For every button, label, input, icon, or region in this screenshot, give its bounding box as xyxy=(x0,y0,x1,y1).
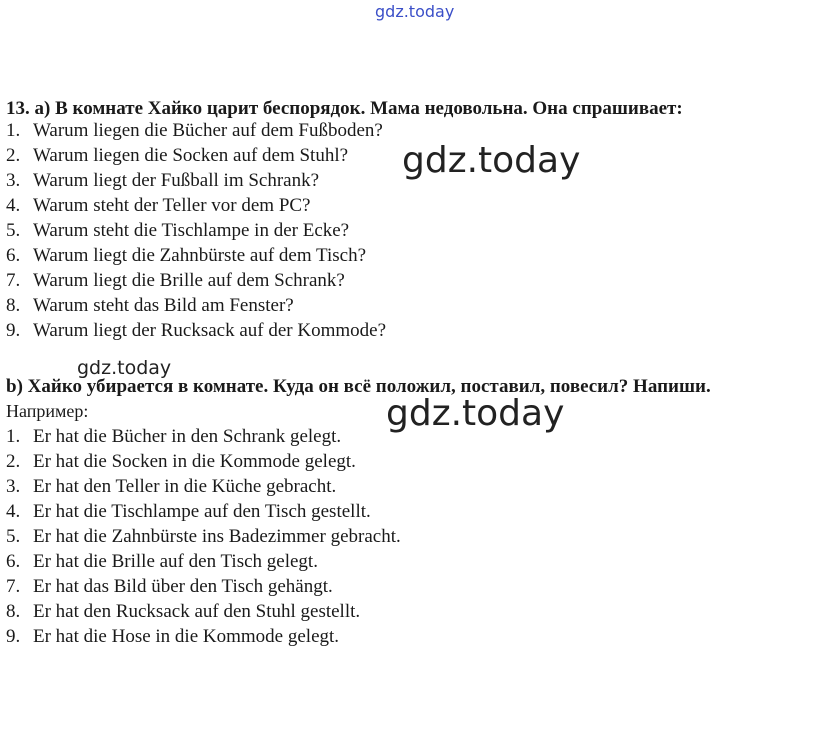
item-number: 7. xyxy=(6,270,21,291)
item-number: 5. xyxy=(6,526,21,547)
exercise-b-heading: b) Хайко убирается в комнате. Куда он всё положил, поставил, повесил? Напиши. xyxy=(6,376,711,397)
item-text: Er hat die Hose in die Kommode gelegt. xyxy=(33,626,340,647)
item-number: 3. xyxy=(6,476,21,497)
item-number: 3. xyxy=(6,170,21,191)
item-text: Er hat den Rucksack auf den Stuhl gestellt. xyxy=(33,601,361,622)
item-text: Er hat die Tischlampe auf den Tisch gestellt. xyxy=(33,501,371,522)
watermark-a: gdz.today xyxy=(402,140,581,181)
item-number: 6. xyxy=(6,245,21,266)
item-text: Er hat das Bild über den Tisch gehängt. xyxy=(33,576,333,597)
item-text: Warum liegt der Rucksack auf der Kommode? xyxy=(33,320,387,341)
item-text: Warum liegt die Zahnbürste auf dem Tisch? xyxy=(33,245,367,266)
item-text: Warum steht der Teller vor dem PC? xyxy=(33,195,311,216)
item-text: Er hat den Teller in die Küche gebracht. xyxy=(33,476,337,497)
item-number: 6. xyxy=(6,551,21,572)
item-text: Warum liegen die Socken auf dem Stuhl? xyxy=(33,145,349,166)
item-number: 7. xyxy=(6,576,21,597)
item-text: Warum liegen die Bücher auf dem Fußboden? xyxy=(33,120,383,141)
item-number: 8. xyxy=(6,601,21,622)
item-number: 8. xyxy=(6,295,21,316)
item-text: Er hat die Zahnbürste ins Badezimmer gebracht. xyxy=(33,526,401,547)
item-text: Warum steht das Bild am Fenster? xyxy=(33,295,294,316)
item-text: Warum liegt der Fußball im Schrank? xyxy=(33,170,320,191)
item-number: 9. xyxy=(6,626,21,647)
item-number: 1. xyxy=(6,426,21,447)
watermark-c: gdz.today xyxy=(386,393,565,434)
item-text: Er hat die Socken in die Kommode gelegt. xyxy=(33,451,356,472)
item-number: 4. xyxy=(6,501,21,522)
item-number: 5. xyxy=(6,220,21,241)
item-text: Er hat die Brille auf den Tisch gelegt. xyxy=(33,551,318,572)
watermark-b: gdz.today xyxy=(77,357,172,379)
item-number: 9. xyxy=(6,320,21,341)
item-number: 2. xyxy=(6,145,21,166)
watermark-top: gdz.today xyxy=(375,2,455,21)
item-text: Warum steht die Tischlampe in der Ecke? xyxy=(33,220,350,241)
item-text: Warum liegt die Brille auf dem Schrank? xyxy=(33,270,345,291)
exercise-a-heading: 13. а) В комнате Хайко царит беспорядок. Мама недовольна. Она спрашивает: xyxy=(6,98,683,119)
item-text: Er hat die Bücher in den Schrank gelegt. xyxy=(33,426,342,447)
item-number: 4. xyxy=(6,195,21,216)
example-label: Например: xyxy=(6,401,89,421)
item-number: 2. xyxy=(6,451,21,472)
item-number: 1. xyxy=(6,120,21,141)
